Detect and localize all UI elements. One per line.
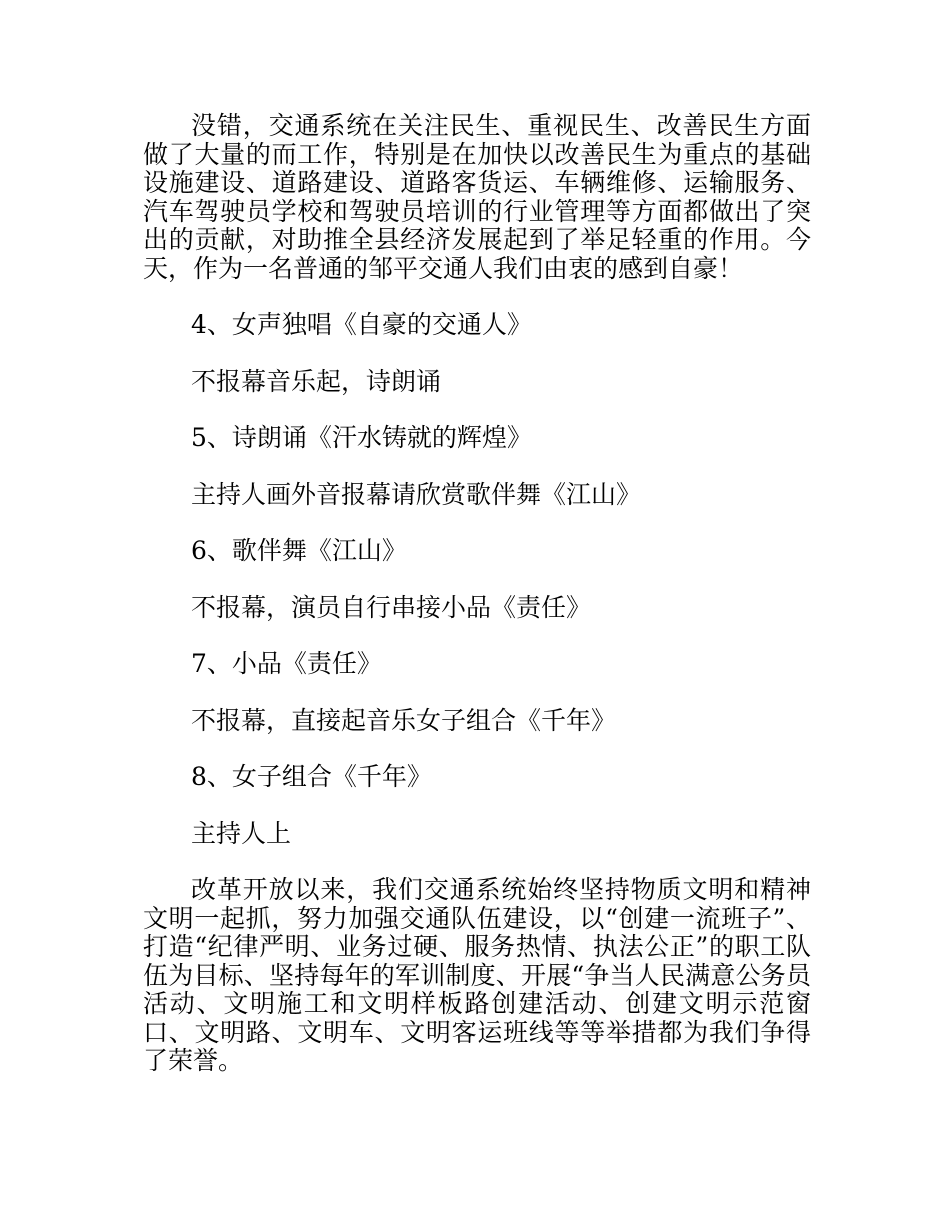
stage-note: 主持人画外音报幕请欣赏歌伴舞《江山》: [191, 479, 642, 509]
program-item-6: 6、歌伴舞《江山》: [191, 536, 407, 565]
program-item-5: 5、诗朗诵《汗水铸就的辉煌》: [191, 423, 532, 452]
stage-note: 不报幕音乐起，诗朗诵: [191, 366, 442, 396]
program-item-8: 8、女子组合《千年》: [191, 762, 432, 791]
program-item-4: 4、女声独唱《自豪的交通人》: [191, 310, 532, 339]
document-body: [143, 112, 811, 1076]
program-item-7: 7、小品《责任》: [191, 649, 382, 678]
paragraph-intro: 没错，交通系统在关注民生、重视民生、改善民生方面做了大量的而工作，特别是在加快以改善民生为重点的基础设施建设、道路建设、道路客货运、车辆维修、运输服务、汽车驾驶员学校和驾驶员培训的行业管理等方面都做出了突出的贡献，对助推全县经济发展起到了举足轻重的作用。今天，作为一名普通的邹平交通人我们由衷的感到自豪！: [143, 111, 811, 283]
paragraph-closing: 改革开放以来，我们交通系统始终坚持物质文明和精神文明一起抓，努力加强交通队伍建设，以“创建一流班子”、打造“纪律严明、业务过硬、服务热情、执法公正”的职工队伍为目标、坚持每年的军训制度、开展“争当人民满意公务员活动、文明施工和文明样板路创建活动、创建文明示范窗口、文明路、文明车、文明客运班线等等举措都为我们争得了荣誉。: [143, 875, 811, 1075]
stage-note: 主持人上: [191, 818, 292, 848]
stage-note: 不报幕，演员自行串接小品《责任》: [191, 592, 592, 622]
stage-note: 不报幕，直接起音乐女子组合《千年》: [191, 705, 617, 735]
